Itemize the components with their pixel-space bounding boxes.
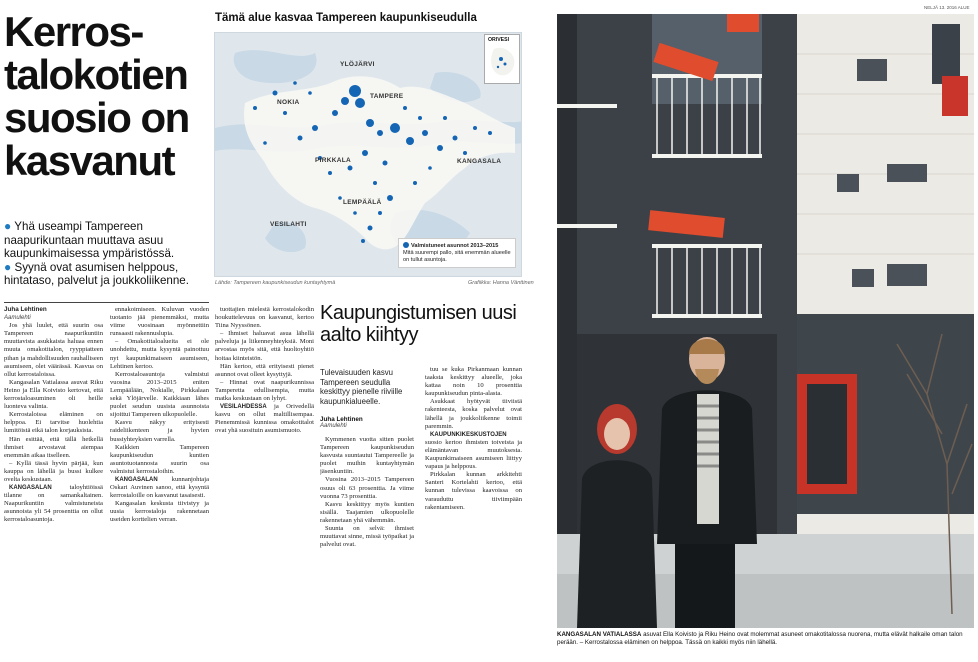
map-legend [398, 238, 516, 268]
map-inset [484, 34, 520, 84]
divider [4, 302, 209, 303]
paragraph: Kymmenen vuotta sitten puolet Tampereen kaupunkiseudun kasvusta suuntautui Tampereelle ja puolet muihin kuntayhtymän jäsenkuntiin. [320, 436, 414, 476]
paragraph: – Ihmiset haluavat asua lähellä palveluja ja liikenneyhteyksiä. Moni arvostaa myös sitä, että huoltoyhtiö hoitaa kiinteistön. [215, 330, 314, 362]
paragraph: – Hinnat ovat naapurikunnissa Tamperetta edullisempia, mutta matka keskustaan on lyhyt. [215, 378, 314, 403]
byline: Juha Lehtinen [320, 416, 363, 423]
map-label-pirkkala: PIRKKALA [315, 157, 351, 164]
paragraph: KAUPUNKIKESKUSTOJEN suosio kertoo ihmisten toiveista ja elämäntavan muutoksesta. Kaupunkimaiseen asumiseen liittyy vapaus ja helppous. [425, 431, 522, 471]
sub-article-ingress: Tulevaisuuden kasvu Tampereen seudulla keskittyy pienelle riiviille kaupunkialueelle. [320, 368, 403, 406]
paragraph: Kerrostaloissa eläminen on helppoa. Ei tarvitse huolehtia lumitöistä eikä talon korjauksista. [4, 411, 103, 435]
map-label-tampere: TAMPERE [370, 93, 404, 100]
photo-caption: KANGASALAN VATIALASSA asuvat Ella Koivisto ja Riku Heino ovat molemmat asuneet omakotitalossa nuorena, mutta elävät halkaile oman talon perään. – Kerrostalossa eläminen on helppoa. Tässä on kaikki myös niin lähellä. [557, 631, 963, 646]
inset-map-svg [486, 45, 520, 81]
paragraph: Asukkaat hyötyvät tiiviistä rakenteesta, koska palvelut ovat lähellä ja joukkoliikenne toimii paremmin. [425, 398, 522, 430]
byline-source: Aamulehti [320, 423, 347, 429]
paragraph: Kerrostaloasuntoja valmistui vuosina 2013–2015 eniten Lempäälään, Nokialle, Pirkkalaan sekä Ylöjärvelle. Kaikkiaan lähes puolet seudun uusista asunnoista sijoittui Tampereen ulkopuolelle. [110, 370, 209, 419]
headline-line: suosio on [4, 94, 189, 141]
paragraph: – Kyllä tässä hyvin pärjää, kun kauppa on lähellä ja bussi kulkee ovelta keskustaan. [4, 459, 103, 483]
paragraph: Kaikkien Tampereen kaupunkiseudun kuntien asuntotuotannosta suurin osa valmistui kerrostaloihin. [110, 443, 209, 475]
paragraph: Suunta on selvä: ihmiset muuttavat sinne, missä työpaikat ja palvelut ovat. [320, 525, 414, 549]
byline-source: Aamulehti [4, 315, 31, 322]
paragraph: Pirkkalan kunnan arkkitehti Santeri Kortelahti kertoo, että kunnan tulevissa kaavoissa on varauduttu tiiviimpään rakentamiseen. [425, 471, 522, 511]
page-mark: NELJÄ 13. 2016 ALUE [924, 5, 970, 10]
sub-article-byline [320, 416, 414, 429]
text-column-2 [110, 306, 209, 658]
paragraph: Kasvu näkyy erityisesti raideliikenteen ja hyvien bussiyhteyksien varrella. [110, 419, 209, 443]
paragraph: VESILAHDESSA ja Orivedellä kasvu on ollut maltillisempaa. Pienemmissä kunnissa omakotitalot ovat yhä suosituin asumismuoto. [215, 403, 314, 435]
paragraph: Jos yhä luulet, että suurin osa Tampereen naapurikuntiin muuttavista asukkaista haluaa ennen muuta omakotitalon, ryyppiatteen pihan ja mahdollisuuden rauhalliseen asumiseen, olet väärässä. Kasvua on ollut kerrostaloissa. [4, 322, 103, 378]
article-photo [557, 14, 974, 628]
legend-title: Valmistuneet asunnot 2013–2015 [403, 242, 511, 250]
paragraph: Kasvu keskittyy myös kuntien sisällä. Taajamien ulkopuolelle rakennetaan yhä vähemmän. [320, 500, 414, 524]
map-source: Lähde: Tampereen kaupunkiseudun kuntayhtymä [215, 280, 336, 286]
bullet-icon: ● [4, 259, 12, 274]
headline-line: Kerros- [4, 8, 143, 55]
sub-article-headline: Kaupungistumisen uusi aalto kiihtyy [320, 302, 517, 346]
paragraph: Kangasalan Vatialassa asuvat Riku Heino ja Ella Koivisto kertovat, että kerrostaloasuminen oli heille luonteva valinta. [4, 378, 103, 411]
text-column-4 [320, 436, 414, 658]
ingress-item: ● Syynä ovat asumisen helppous, hintataso, palvelut ja joukkoliikenne. [4, 259, 189, 288]
ingress-item: ● Yhä useampi Tampereen naapurikuntaan muuttava asuu kaupunkimaisessa ympäristössä. [4, 219, 175, 261]
map-label-nokia: NOKIA [277, 99, 300, 106]
paragraph: tuu se kuka Pirkanmaan kunnan taaksta keskittyy alueelle, joka kattaa noin 10 prosenttia kaupunkiseudun pinta-alasta. [425, 366, 522, 398]
dot-icon [403, 242, 409, 248]
map-label-kangasala: KANGASALA [457, 158, 502, 165]
paragraph: Hän kertoo, että erityisesti pienet asunnot ovat olleet kysyttyjä. [215, 362, 314, 378]
paragraph: – Omakotitaloalueita ei ole unohdettu, mutta kysyntä painottuu nyt kaupunkimaiseen asumiseen, Lehtinen kertoo. [110, 338, 209, 370]
paragraph: Vuosina 2013–2015 Tampereen osuus oli 63 prosenttia. Ja viime vuonna 73 prosenttia. [320, 476, 414, 500]
photo-illustration [557, 14, 974, 628]
text-column-1 [4, 306, 103, 658]
article-ingress [4, 220, 209, 288]
paragraph: KANGASALAN taloyhtiöissä tilanne on samankaltainen. Naapurikuntiin valmistuneista asunnoista yli 54 prosenttia on ollut kerrostaloasuntoja. [4, 484, 103, 524]
inset-label: ORIVESI [488, 37, 510, 43]
headline-line: kasvanut [4, 137, 175, 184]
paragraph: tuottajien mielestä kerrostalokodin houkuttelevuus on kasvanut, kertoo Tiina Nyyssönen. [215, 306, 314, 330]
map-title: Tämä alue kasvaa Tampereen kaupunkiseudulla [215, 12, 477, 24]
paragraph: Kangasalan keskusta tiivistyy ja uusia kerrostaloja rakennetaan useiden korttelien verran. [110, 500, 209, 524]
map-label-vesilahti: VESILAHTI [270, 221, 307, 228]
paragraph: ennakoimiseen. Kuluvan vuoden tuotanto jää pienemmäksi, mutta viime vuosinaan myönnettiin runsaasti rakennuslupia. [110, 306, 209, 338]
text-column-5 [425, 366, 522, 658]
text-column-3 [215, 306, 314, 658]
legend-text: Mitä suurempi pallo, sitä enemmän alueelle on tullut asuntoja. [403, 250, 511, 263]
paragraph: KANGASALAN kunnanjohtaja Oskari Auvinen sanoo, että kysyntä kerrostaloille on kasvanut tasaisesti. [110, 475, 209, 500]
map-label-ylojarvi: YLÖJÄRVI [340, 61, 375, 68]
map-credit: Grafiikka: Hanna Vänttinen [468, 280, 534, 286]
map-label-lempaala: LEMPÄÄLÄ [343, 199, 382, 206]
byline: Juha Lehtinen [4, 306, 47, 313]
bullet-icon: ● [4, 219, 12, 233]
paragraph: Hän esittää, että tällä hetkellä ihmiset arvostavat aiempaa enemmän aikaa itselleen. [4, 435, 103, 459]
article-headline [4, 10, 209, 182]
headline-line: talokotien [4, 51, 188, 98]
